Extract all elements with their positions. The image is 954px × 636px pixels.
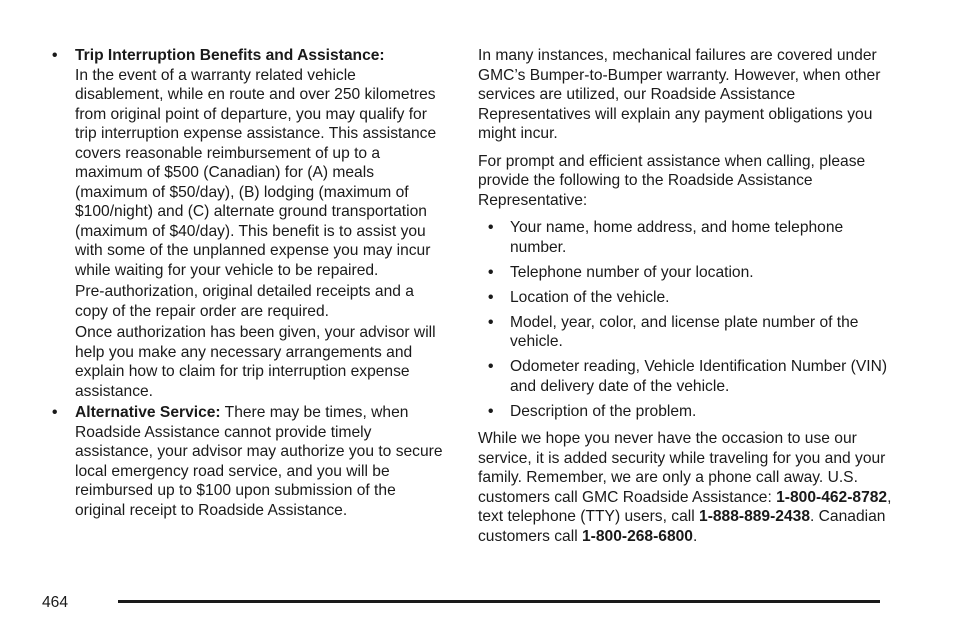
info-bullet-list xyxy=(478,218,898,421)
canada-phone-number: 1-800-268-6800 xyxy=(582,527,693,545)
info-bullet-item: • Odometer reading, Vehicle Identification Number (VIN) and delivery date of the vehicle. xyxy=(478,357,898,396)
info-bullet-item: • Location of the vehicle. xyxy=(478,288,898,308)
warranty-paragraph: In many instances, mechanical failures are covered under GMC’s Bumper-to-Bumper warranty. However, when other services are utilized, our Roadside Assistance Representatives will explain any payment obligations you might incur. xyxy=(478,47,881,142)
page-number: 464 xyxy=(42,594,69,611)
info-bullet-item: • Your name, home address, and home telephone number. xyxy=(478,218,898,257)
us-phone-number: 1-800-462-8782 xyxy=(776,488,888,506)
trip-interruption-item xyxy=(52,46,444,401)
trip-interruption-paragraph-2: Pre-authorization, original detailed receipts and a copy of the repair order are required. xyxy=(75,283,414,320)
tty-phone-number: 1-888-889-2438 xyxy=(699,508,810,525)
info-bullet-item: • Model, year, color, and license plate number of the vehicle. xyxy=(478,313,898,352)
info-bullet-item: • Telephone number of your location. xyxy=(478,263,898,283)
trip-interruption-paragraph-3: Once authorization has been given, your advisor will help you make any necessary arrangements and explain how to claim for trip interruption expense assistance. xyxy=(75,324,436,400)
footer-divider xyxy=(118,600,880,603)
alternative-service-item xyxy=(52,403,444,520)
left-column xyxy=(52,46,444,522)
info-bullet-item: • Description of the problem. xyxy=(478,402,898,422)
alternative-service-text: There may be times, when Roadside Assistance cannot provide timely assistance, your advisor may authorize you to secure local emergency road service, and you will be reimbursed up to $100 upon submission of the original receipt to Roadside Assistance. xyxy=(75,404,443,519)
right-column xyxy=(478,46,898,546)
alternative-service-paragraph xyxy=(75,403,444,520)
trip-interruption-title: • Trip Interruption Benefits and Assistance: xyxy=(75,47,385,64)
trip-interruption-paragraph-1: In the event of a warranty related vehicle disablement, while en route and over 250 kilometres from original point of departure, you may qualify for trip interruption expense assistance. This assistance covers reasonable reimbursement of up to a maximum of $500 (Canadian) for (A) meals (maximum of $50/day), (B) lodging (maximum of $100/night) and (C) alternate ground transportation (maximum of $40/day). This benefit is to assist you with some of the unplanned expense you may incur while waiting for your vehicle to be repaired. xyxy=(75,66,437,279)
prompt-assistance-paragraph: For prompt and efficient assistance when calling, please provide the following to the Roadside Assistance Representative: xyxy=(478,152,866,209)
contact-paragraph: While we hope you never have the occasion to use our service, it is added security while traveling for you and your family. Remember, we are only a phone call away. U.S. customers call GMC Roadside Assistance: 1-800-462-8782, text telephone (TTY) users, call 1-888-889-2438. Canadian customers call 1-800-268-6800. xyxy=(478,430,892,545)
alternative-service-title: Alternative Service: xyxy=(75,404,221,421)
